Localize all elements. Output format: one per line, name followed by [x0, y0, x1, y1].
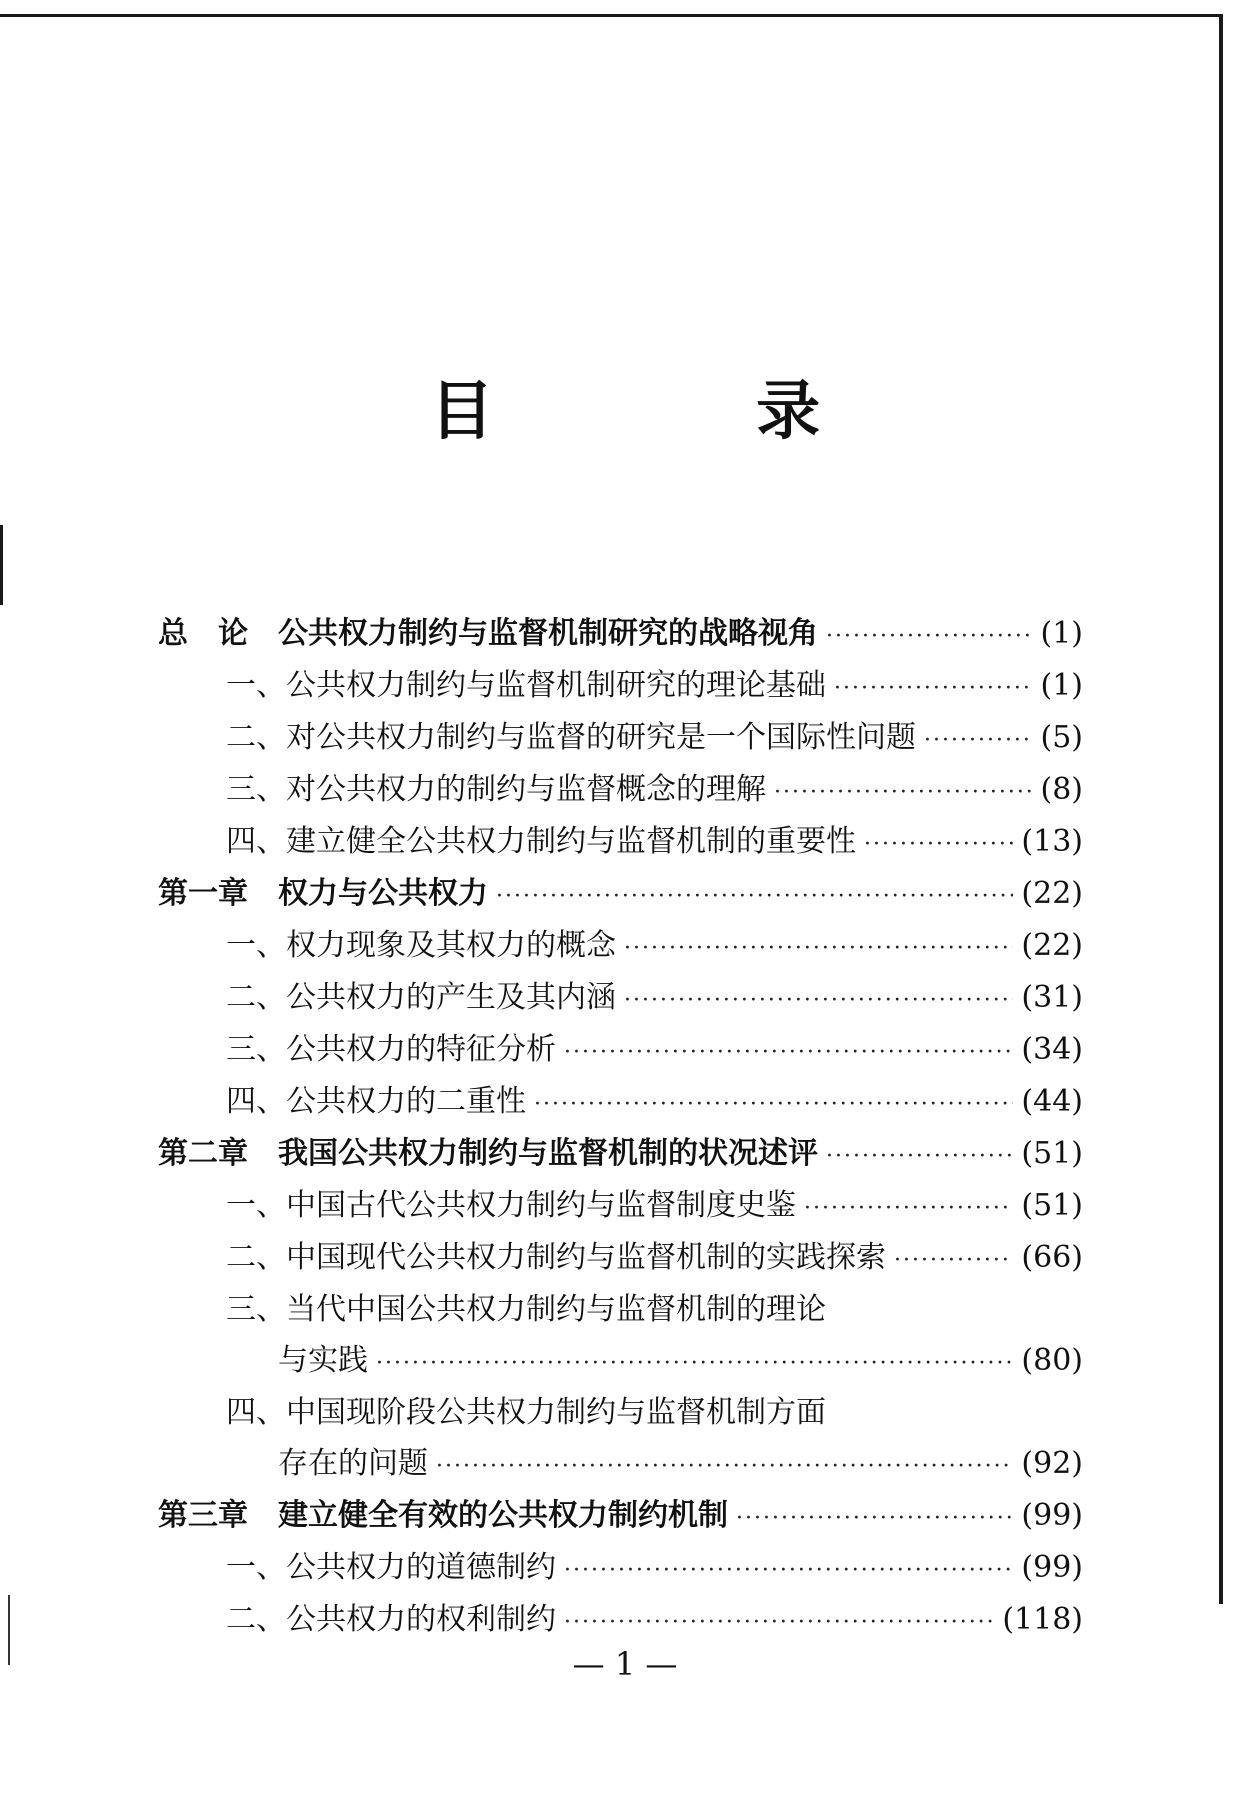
toc-entry-page: (34) [1021, 1032, 1083, 1067]
toc-entry [158, 1379, 1083, 1430]
toc-entry-label: 三、对公共权力的制约与监督概念的理解 [226, 772, 766, 807]
toc-dot-leader [826, 1144, 1013, 1169]
toc-entry [158, 1016, 1083, 1068]
toc-dot-leader [894, 1248, 1013, 1273]
toc-entry [158, 964, 1083, 1016]
toc-dot-leader [736, 1506, 1013, 1531]
toc-entry-label: 存在的问题 [278, 1446, 428, 1481]
toc-dot-leader [624, 936, 1013, 961]
scan-edge-right [1219, 14, 1223, 1604]
toc-dot-leader [924, 728, 1033, 753]
toc-entry-label: 二、中国现代公共权力制约与监督机制的实践探索 [226, 1240, 886, 1275]
toc-entry [158, 912, 1083, 964]
table-of-contents [158, 600, 1083, 1638]
toc-entry-label: 四、公共权力的二重性 [226, 1084, 526, 1119]
toc-dot-leader [826, 624, 1033, 649]
toc-entry [158, 1327, 1083, 1379]
toc-entry-label: 三、当代中国公共权力制约与监督机制的理论 [226, 1292, 826, 1327]
toc-entry-label: 一、权力现象及其权力的概念 [226, 928, 616, 963]
page-number: — 1 — [572, 1645, 678, 1683]
toc-entry-page: (118) [1002, 1602, 1083, 1637]
toc-entry [158, 1068, 1083, 1120]
toc-entry-label: 总 论 公共权力制约与监督机制研究的战略视角 [158, 616, 818, 651]
toc-entry-page: (99) [1021, 1550, 1083, 1585]
toc-dot-leader [864, 832, 1013, 857]
toc-entry-page: (92) [1021, 1446, 1083, 1481]
toc-entry-page: (51) [1021, 1136, 1083, 1171]
toc-entry-page: (22) [1021, 928, 1083, 963]
toc-entry-page: (13) [1021, 824, 1083, 859]
toc-entry-label: 四、中国现阶段公共权力制约与监督机制方面 [226, 1395, 826, 1430]
toc-entry-label: 第一章 权力与公共权力 [158, 876, 488, 911]
toc-entry-label: 二、公共权力的权利制约 [226, 1602, 556, 1637]
toc-entry [158, 808, 1083, 860]
scan-edge-left [0, 525, 3, 605]
toc-entry-page: (5) [1040, 720, 1083, 755]
toc-dot-leader [534, 1092, 1013, 1117]
toc-entry [158, 1276, 1083, 1327]
toc-entry-label: 一、中国古代公共权力制约与监督制度史鉴 [226, 1188, 796, 1223]
toc-entry [158, 1586, 1083, 1638]
toc-dot-leader [774, 780, 1033, 805]
toc-entry [158, 1482, 1083, 1534]
toc-entry-page: (80) [1021, 1343, 1083, 1378]
toc-entry [158, 704, 1083, 756]
toc-dot-leader [564, 1610, 994, 1635]
toc-entry [158, 1430, 1083, 1482]
page-title: 目 录 [429, 374, 941, 449]
toc-entry-label: 与实践 [278, 1343, 368, 1378]
toc-entry-page: (44) [1021, 1084, 1083, 1119]
toc-dot-leader [376, 1351, 1013, 1376]
toc-entry-page: (8) [1040, 772, 1083, 807]
toc-entry-page: (1) [1040, 616, 1083, 651]
toc-dot-leader [804, 1196, 1013, 1221]
toc-entry-page: (66) [1021, 1240, 1083, 1275]
toc-entry [158, 1172, 1083, 1224]
toc-entry-label: 三、公共权力的特征分析 [226, 1032, 556, 1067]
toc-entry-label: 一、公共权力的道德制约 [226, 1550, 556, 1585]
toc-entry-page: (51) [1021, 1188, 1083, 1223]
toc-entry-page: (22) [1021, 876, 1083, 911]
toc-dot-leader [564, 1558, 1013, 1583]
toc-entry-label: 一、公共权力制约与监督机制研究的理论基础 [226, 668, 826, 703]
scan-edge-top [0, 14, 1222, 17]
toc-entry-label: 四、建立健全公共权力制约与监督机制的重要性 [226, 824, 856, 859]
toc-dot-leader [436, 1454, 1013, 1479]
toc-entry-label: 二、对公共权力制约与监督的研究是一个国际性问题 [226, 720, 916, 755]
toc-entry-label: 第二章 我国公共权力制约与监督机制的状况述评 [158, 1136, 818, 1171]
toc-entry-page: (99) [1021, 1498, 1083, 1533]
toc-dot-leader [624, 988, 1013, 1013]
toc-entry [158, 1224, 1083, 1276]
toc-entry [158, 860, 1083, 912]
toc-dot-leader [496, 884, 1013, 909]
toc-entry-label: 二、公共权力的产生及其内涵 [226, 980, 616, 1015]
toc-entry [158, 756, 1083, 808]
toc-entry [158, 1534, 1083, 1586]
toc-dot-leader [834, 676, 1033, 701]
toc-entry-page: (31) [1021, 980, 1083, 1015]
toc-entry-page: (1) [1040, 668, 1083, 703]
toc-dot-leader [564, 1040, 1013, 1065]
toc-entry [158, 652, 1083, 704]
toc-entry-label: 第三章 建立健全有效的公共权力制约机制 [158, 1498, 728, 1533]
toc-entry [158, 600, 1083, 652]
toc-entry [158, 1120, 1083, 1172]
